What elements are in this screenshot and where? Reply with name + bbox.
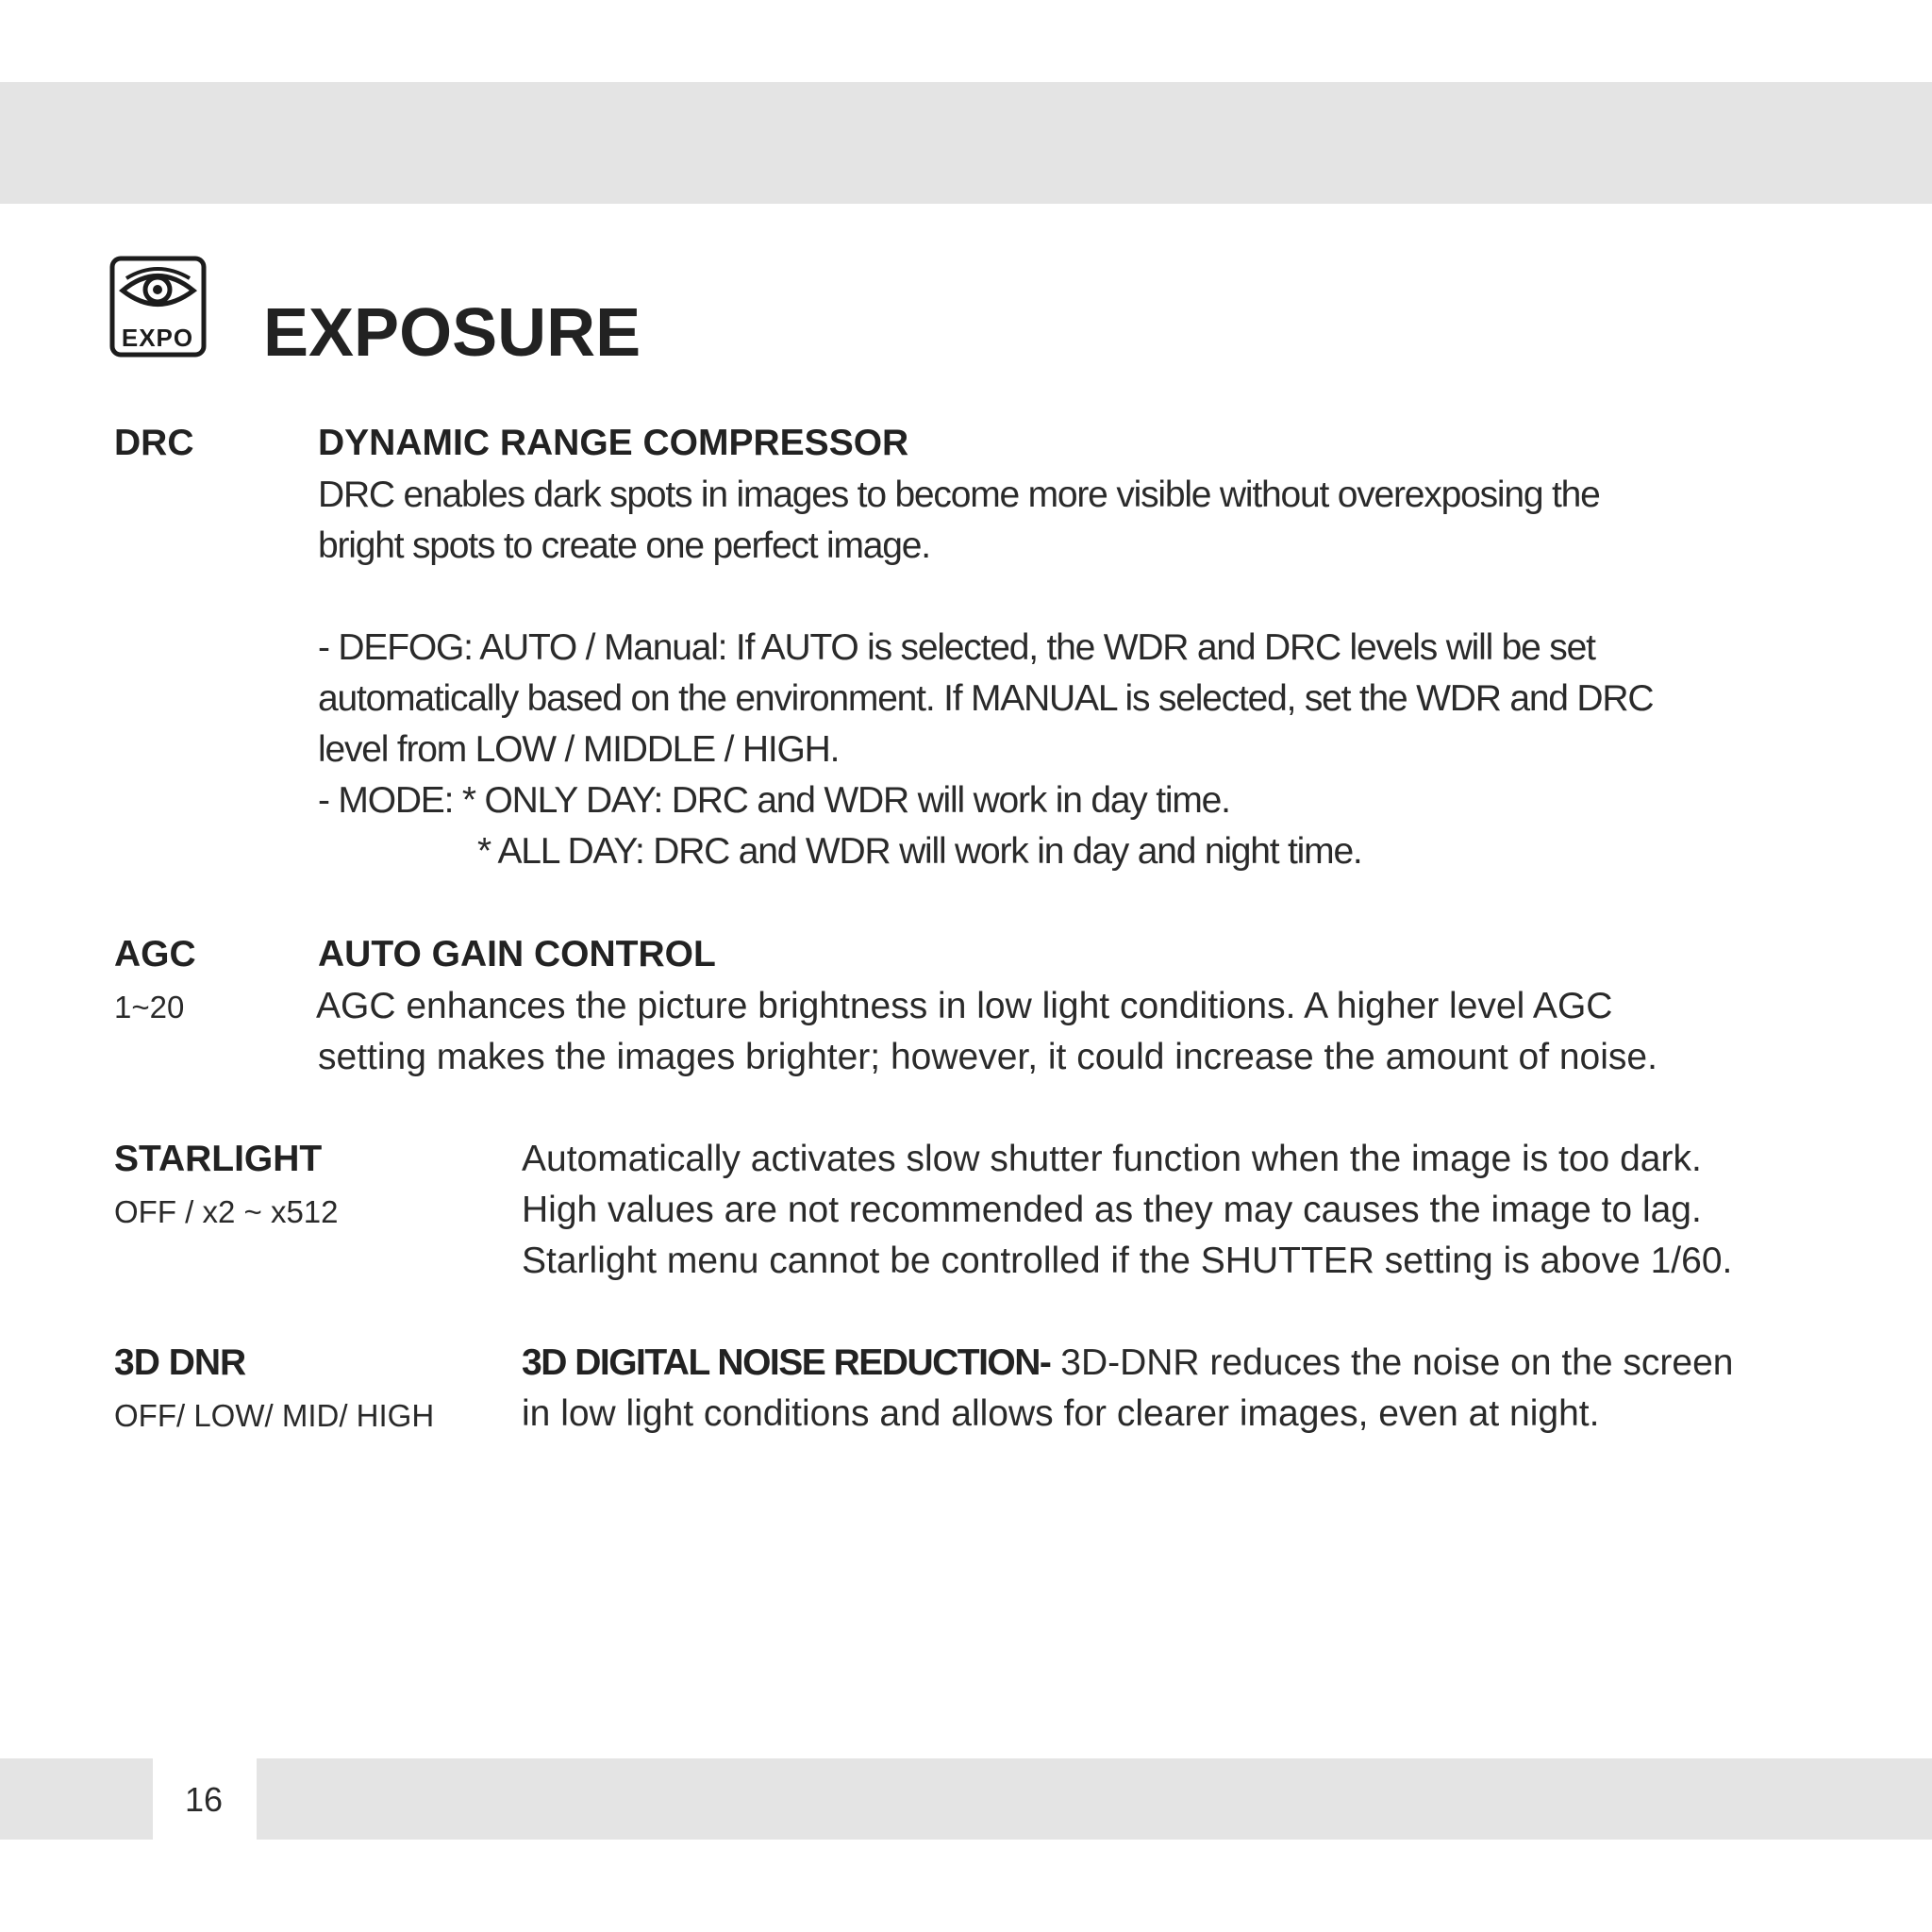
term-3d-dnr: 3D DNR [114,1342,246,1383]
term-starlight: STARLIGHT [114,1139,323,1179]
range-3d-dnr: OFF/ LOW/ MID/ HIGH [114,1398,435,1433]
starlight-description-line: High values are not recommended as they may causes the image to lag. [522,1190,1702,1230]
drc-description-line: bright spots to create one perfect image. [318,525,930,566]
starlight-description-line: Starlight menu cannot be controlled if the SHUTTER setting is above 1/60. [522,1241,1733,1281]
page-number: 16 [185,1780,224,1819]
drc-defog-line: level from LOW / MIDDLE / HIGH. [318,729,840,770]
drc-mode-line: * ALL DAY: DRC and WDR will work in day and night time. [477,831,1362,872]
header-band [0,82,1932,204]
agc-description-line: setting makes the images brighter; however, it could increase the amount of noise. [318,1037,1657,1077]
exposure-eye-icon [109,256,207,358]
dnr-description-text: 3D-DNR reduces the noise on the screen [1050,1342,1734,1383]
term-agc: AGC [114,934,196,974]
footer-band [0,1758,153,1840]
agc-description-line: AGC enhances the picture brightness in low light conditions. A higher level AGC [316,986,1613,1026]
drc-mode-line: - MODE: * ONLY DAY: DRC and WDR will work in day time. [318,780,1230,821]
heading-agc: AUTO GAIN CONTROL [318,934,716,974]
dnr-description-line [522,1338,1733,1389]
dnr-description-line: in low light conditions and allows for clearer images, even at night. [522,1393,1600,1434]
range-starlight: OFF / x2 ~ x512 [114,1194,339,1229]
footer-band [257,1758,1932,1840]
range-agc: 1~20 [114,990,185,1024]
icon-label: EXPO [121,324,194,352]
drc-description-line: DRC enables dark spots in images to become more visible without overexposing the [318,475,1600,515]
drc-defog-line: automatically based on the environment. If MANUAL is selected, set the WDR and DRC [318,678,1654,719]
page-title: EXPOSURE [263,295,641,371]
drc-defog-line: - DEFOG: AUTO / Manual: If AUTO is selected, the WDR and DRC levels will be set [318,627,1595,668]
term-drc: DRC [114,423,194,463]
heading-drc: DYNAMIC RANGE COMPRESSOR [318,423,909,463]
heading-3d-dnr: 3D DIGITAL NOISE REDUCTION- [522,1342,1051,1383]
starlight-description-line: Automatically activates slow shutter function when the image is too dark. [522,1139,1702,1179]
